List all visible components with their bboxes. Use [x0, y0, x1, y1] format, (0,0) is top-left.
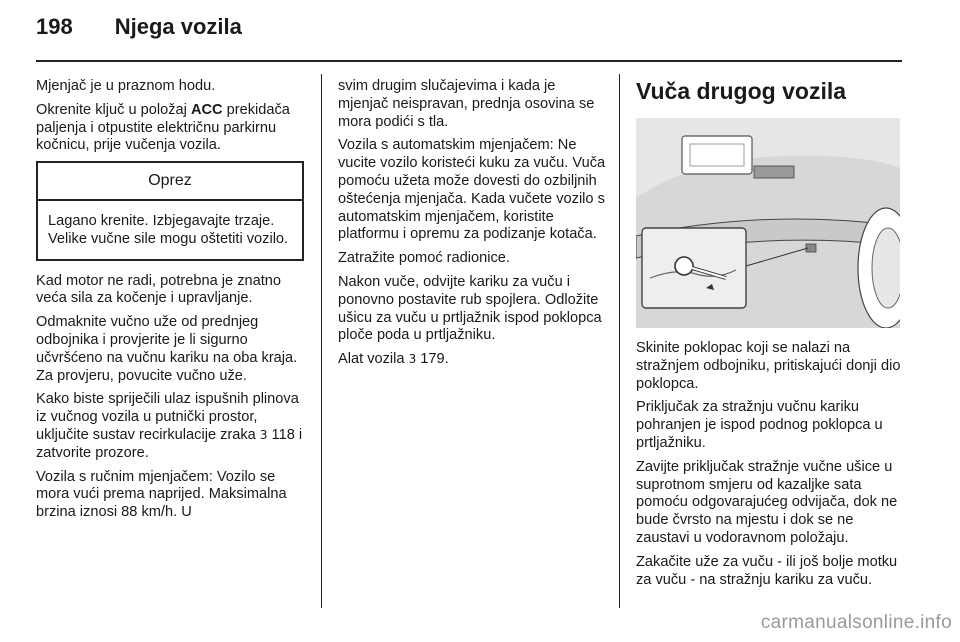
rear-tow-eye-illustration: [636, 118, 900, 328]
paragraph: Kad motor ne radi, potrebna je znatno veća sila za kočenje i upravljanje.: [36, 272, 282, 307]
page-header: [36, 14, 242, 50]
column-divider-2: [619, 74, 620, 608]
caution-text: Lagano krenite. Izbjegavajte trzaje. Velike vučne sile mogu oštetiti vozilo.: [48, 212, 289, 247]
page-number: 198: [36, 14, 73, 39]
paragraph: Zakačite uže za vuču - ili još bolje motku za vuču - na stražnju kariku za vuču.: [636, 553, 898, 588]
paragraph: Zavijte priključak stražnje vučne ušice u suprotnom smjeru od kazaljke sata pomoću odgovarajućeg odvijača, dok ne bude čvrsto na mjestu i dok se ne zaustavi u vodoravnom položaju.: [636, 458, 898, 546]
paragraph: svim drugim slučajevima i kada je mjenjač neispravan, prednja osovina se mora podići s tla.: [338, 78, 595, 130]
column-divider-1: [321, 74, 322, 608]
paragraph: Odmaknite vučno uže od prednjeg odbojnika i provjerite je li sigurno učvršćeno na vučnu kariku na oba kraja. Za provjeru, povucite vučno uže.: [36, 314, 298, 384]
page-reference-icon[interactable]: 3: [259, 427, 268, 442]
column-2: [338, 78, 606, 375]
paragraph: Skinite poklopac koji se nalazi na stražnjem odbojniku, pritiskajući donji dio poklopca.: [636, 340, 901, 392]
paragraph: Vozila s automatskim mjenjačem: Ne vucite vozilo koristeći kuku za vuču. Vuča pomoću užeta može dovesti do ozbiljnih oštećenja mjenjača. Kada vučete vozilo s automatskim mjenjačem, koristite platformu i opremu za podizanje kotača.: [338, 137, 606, 243]
paragraph: Priključak za stražnju vučnu kariku pohranjen je ispod podnog poklopca u prtljažniku.: [636, 399, 883, 451]
paragraph: Alat vozila 3 179.: [338, 351, 449, 368]
paragraph: Vozila s ručnim mjenjačem: Vozilo se mora vući prema naprijed. Maksimalna brzina iznosi 88 km/h. U: [36, 468, 287, 521]
column-1: [36, 78, 304, 528]
caution-box: [36, 161, 304, 260]
key-position-acc: ACC: [190, 101, 223, 118]
paragraph: Okrenite ključ u položaj ACC prekidača paljenja i otpustite električnu parkirnu kočnicu, prije vučenja vozila.: [36, 101, 290, 154]
page-reference-icon[interactable]: 3: [408, 352, 417, 367]
paragraph: Mjenjač je u praznom hodu.: [36, 78, 216, 94]
paragraph: Zatražite pomoć radionice.: [338, 250, 510, 267]
page-title: Njega vozila: [114, 14, 242, 39]
caution-title: Oprez: [38, 163, 302, 201]
column-3: [636, 78, 904, 595]
header-rule: [36, 60, 902, 62]
paragraph: Nakon vuče, odvijte kariku za vuču i ponovno postavite rub spojlera. Odložite ušicu za vuču u prtljažnik ispod poklopca ploče poda u prtljažniku.: [338, 273, 602, 344]
paragraph: Kako biste spriječili ulaz ispušnih plinova iz vučnog vozila u putnički prostor, uključite sustav recirkulacije zraka 3 118 i zatvorite prozore.: [36, 391, 303, 461]
watermark: carmanualsonline.info: [760, 612, 952, 633]
section-title: Vuča drugog vozila: [636, 78, 847, 104]
